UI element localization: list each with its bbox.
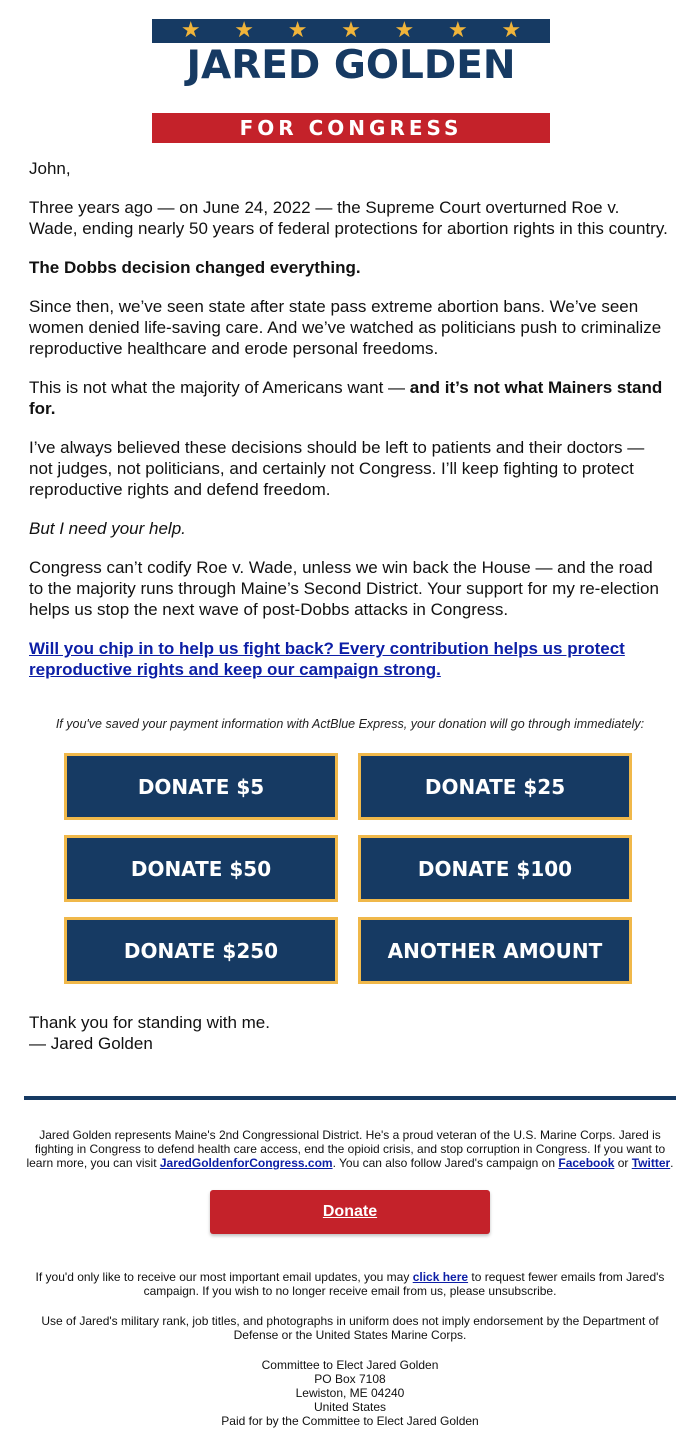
- logo-candidate-name: JARED GOLDEN: [186, 43, 516, 88]
- star-icon: ★: [394, 18, 415, 43]
- facebook-link[interactable]: Facebook: [558, 1156, 615, 1170]
- address-line: Committee to Elect Jared Golden: [261, 1358, 439, 1372]
- chip-in-link[interactable]: Will you chip in to help us fight back? Every contribution helps us protect reproductive rights and keep our campaign strong.: [29, 639, 625, 679]
- paragraph-congress: Congress can’t codify Roe v. Wade, unless we win back the House — and the road to the majority runs through Maine’s Second District. Your support for my re-election helps us stop the next wave of post-Dobbs attacks in Congress.: [29, 558, 659, 619]
- paragraph-intro: Three years ago — on June 24, 2022 — the Supreme Court overturned Roe v. Wade, ending nearly 50 years of federal protections for abortion rights in this country.: [29, 198, 668, 238]
- about-text-4: .: [670, 1156, 674, 1170]
- star-icon: ★: [447, 18, 468, 43]
- paragraph-majority: [29, 377, 669, 419]
- star-icon: ★: [501, 18, 522, 43]
- signoff: [29, 1012, 270, 1054]
- star-icon: ★: [180, 18, 201, 43]
- donate-5-button[interactable]: DONATE $5: [64, 753, 338, 820]
- footer-address: [22, 1358, 678, 1428]
- address-line: Lewiston, ME 04240: [295, 1386, 405, 1400]
- footer-about: [22, 1128, 678, 1170]
- star-icon: ★: [234, 18, 254, 43]
- star-icon: ★: [341, 18, 361, 43]
- address-line: United States: [313, 1400, 387, 1414]
- donate-25-button[interactable]: DONATE $25: [358, 753, 632, 820]
- campaign-logo: [152, 18, 550, 140]
- donate-button-grid: [64, 753, 636, 989]
- fewer-emails-link[interactable]: click here: [412, 1270, 469, 1284]
- address-line: PO Box 7108: [314, 1372, 386, 1386]
- donate-250-button[interactable]: DONATE $250: [64, 917, 338, 984]
- email-body: [29, 158, 669, 698]
- about-text-3: or: [614, 1156, 632, 1170]
- footer-divider: [24, 1096, 676, 1100]
- signoff-thanks: Thank you for standing with me.: [29, 1013, 270, 1032]
- actblue-express-note: If you've saved your payment information with ActBlue Express, your donation will go through immediately:: [55, 717, 645, 731]
- fewer-text-1: If you'd only like to receive our most important email updates, you may: [35, 1270, 413, 1284]
- fewer-text-2: to request fewer emails from Jared's campaign. If you wish to no longer receive email from us, please unsubscribe.: [143, 1270, 665, 1298]
- logo-subtitle: FOR CONGRESS: [239, 116, 463, 140]
- logo-star-band: [152, 19, 550, 43]
- signoff-signature: — Jared Golden: [29, 1034, 153, 1053]
- about-text-2: . You can also follow Jared's campaign on: [332, 1156, 559, 1170]
- paragraph-dobbs: The Dobbs decision changed everything.: [29, 258, 361, 277]
- paragraph-beliefs: I’ve always believed these decisions should be left to patients and their doctors — not judges, not politicians, and certainly not Congress. I’ll keep fighting to protect reproductive rights and defend freedom.: [29, 438, 645, 499]
- another-amount-button[interactable]: ANOTHER AMOUNT: [358, 917, 632, 984]
- star-icon: ★: [287, 18, 308, 43]
- website-link[interactable]: JaredGoldenforCongress.com: [159, 1156, 333, 1170]
- majority-text: This is not what the majority of Americans want —: [29, 378, 410, 397]
- footer-donate-button[interactable]: Donate: [210, 1190, 490, 1234]
- footer-fewer-emails: [22, 1270, 678, 1298]
- donate-50-button[interactable]: DONATE $50: [64, 835, 338, 902]
- donate-100-button[interactable]: DONATE $100: [358, 835, 632, 902]
- paragraph-bans: Since then, we’ve seen state after state pass extreme abortion bans. We’ve seen women denied life-saving care. And we’ve watched as politicians push to criminalize reproductive healthcare and erode personal freedoms.: [29, 297, 662, 358]
- paragraph-help: But I need your help.: [29, 519, 186, 538]
- about-text-1: Jared Golden represents Maine's 2nd Congressional District. He's a proud veteran of the U.S. Marine Corps. Jared is fighting in Congress to defend health care access, end the opioid crisis, and stop corruption in Congress. If you want to learn more, you can visit: [26, 1128, 666, 1170]
- greeting: John,: [29, 159, 71, 178]
- paid-for-line: Paid for by the Committee to Elect Jared Golden: [221, 1414, 479, 1428]
- twitter-link[interactable]: Twitter: [631, 1156, 671, 1170]
- logo-subtitle-bar: [152, 113, 550, 143]
- footer-disclaimer: Use of Jared's military rank, job titles, and photographs in uniform does not imply endorsement by the Department of Defense or the United States Marine Corps.: [41, 1314, 659, 1342]
- majority-bold-text: and it’s not what Mainers stand for.: [29, 378, 663, 418]
